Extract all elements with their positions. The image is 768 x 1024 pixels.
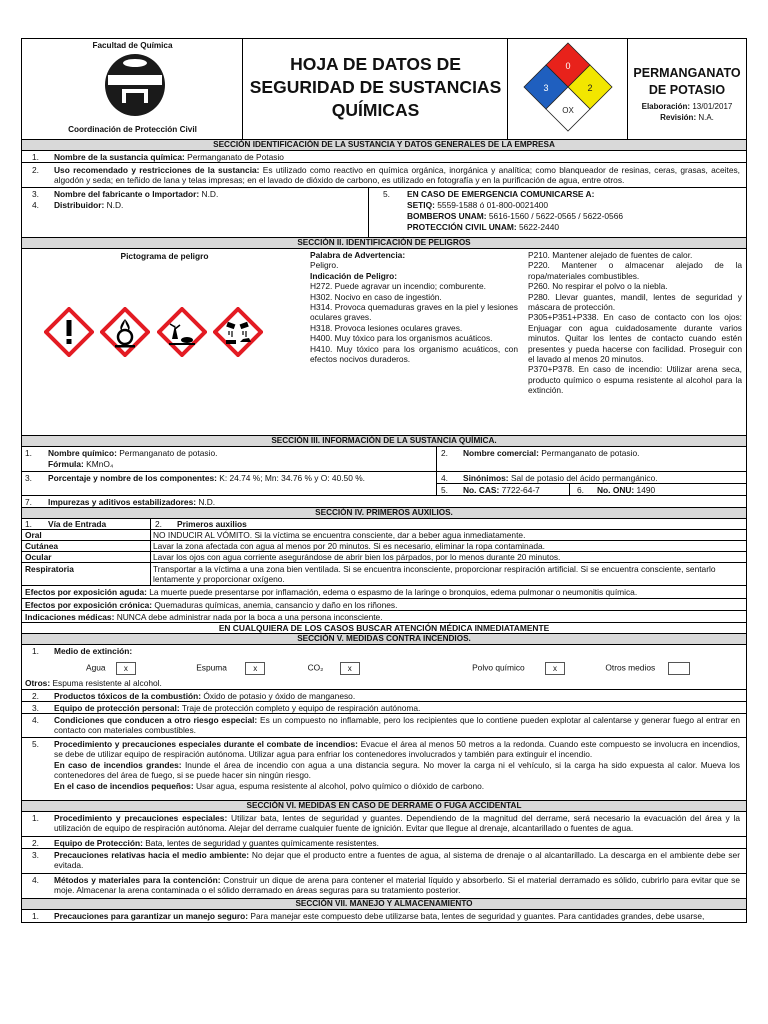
section-5-title: SECCIÓN V. MEDIDAS CONTRA INCENDIOS. bbox=[22, 634, 746, 645]
field-label: Efectos por exposición crónica: bbox=[25, 600, 153, 610]
row-number: 7. bbox=[25, 497, 32, 507]
exclamation-icon bbox=[44, 307, 94, 357]
signal-word: Peligro. bbox=[310, 260, 339, 271]
field-label: Productos tóxicos de la combustión: bbox=[54, 691, 202, 701]
document-title: HOJA DE DATOS DE SEGURIDAD DE SUSTANCIAS QUÍMICAS bbox=[249, 54, 502, 120]
oxidizer-flame-icon bbox=[100, 307, 150, 357]
precautionary-statement: P305+P351+P338. En caso de contacto con los ojos: Enjuagar con agua cuidadosamente durante varios minutos. Quitar los lentes de contacto cuando estén presentes y pueda hacerse con facilidad. Proseguir con el lavado al menos 20 minutos. bbox=[528, 312, 742, 365]
s1-row-1 bbox=[22, 151, 746, 163]
environment-hazard-icon bbox=[157, 307, 207, 357]
route-name: Respiratoria bbox=[25, 564, 74, 574]
environmental-precautions: No dejar que el producto entre a fuentes de agua, al sistema de drenaje o al alcantarillado. La descarga en el ambiente debe ser evitada. bbox=[54, 850, 740, 871]
row-number: 4. bbox=[32, 715, 39, 725]
aid-text: Transportar a la víctima a una zona bien ventilada. Si se encuentra inconsciente, proporcionar respiración artificial. Si se encuentra consciente, sentarlo lentamente y proporcionar oxígeno. bbox=[153, 564, 716, 585]
elaboracion-label: Elaboración: bbox=[641, 102, 691, 111]
field-label: Condiciones que conducen a otro riesgo especial: bbox=[54, 715, 258, 725]
field-label: Porcentaje y nombre de los componentes: bbox=[48, 473, 217, 483]
large-fires: Inunde el área de incendio con agua a una distancia segura. No mover la carga ni el vehículo, si la carga ha sido expuesta al calor. Mueva los contenedores del área de fuego, si se puede hacer sin ningún riesgo. bbox=[54, 759, 740, 781]
medical-notes-row bbox=[22, 611, 746, 623]
chronic-effects: Quemaduras químicas, anemia, cansancio y daño en los riñones. bbox=[154, 600, 398, 610]
medical-notes: NUNCA debe administrar nada por la boca a una persona inconsciente. bbox=[116, 612, 383, 622]
elaboracion-date: 13/01/2017 bbox=[692, 102, 733, 111]
section-1-title: SECCIÓN IDENTIFICACIÓN DE LA SUSTANCIA Y DATOS GENERALES DE LA EMPRESA bbox=[22, 140, 746, 151]
row-number: 3. bbox=[25, 473, 32, 483]
trade-name: Permanganato de potasio. bbox=[541, 448, 640, 458]
route-name: Cutánea bbox=[25, 541, 59, 551]
row-number: 4. bbox=[32, 875, 39, 885]
aid-text: NO INDUCIR AL VÓMITO. Si la víctima se encuentra consciente, dar a beber agua inmediatamente. bbox=[153, 530, 526, 540]
aid-header-cell bbox=[151, 519, 746, 529]
s1-row-3 bbox=[22, 188, 746, 238]
chemical-name: Permanganato de potasio. bbox=[119, 448, 218, 458]
spill-ppe: Bata, lentes de seguridad y guantes químicamente resistentes. bbox=[145, 838, 379, 848]
row-number: 2. bbox=[155, 519, 162, 529]
synonyms: Sal de potasio del ácido permangánico. bbox=[510, 473, 658, 483]
manufacturer: N.D. bbox=[201, 189, 219, 199]
section-2-title: SECCIÓN II. IDENTIFICACIÓN DE PELIGROS bbox=[22, 238, 746, 249]
product-block bbox=[628, 39, 746, 139]
coordination-name: Coordinación de Protección Civil bbox=[68, 125, 197, 134]
components: K: 24.74 %; Mn: 34.76 % y O: 40.50 %. bbox=[219, 473, 365, 483]
s5-row-2 bbox=[22, 690, 746, 702]
distributor: N.D. bbox=[106, 200, 124, 210]
field-label: Nombre comercial: bbox=[463, 448, 539, 458]
field-label: Métodos y materiales para la contención: bbox=[54, 875, 221, 885]
route-header-cell bbox=[22, 519, 151, 529]
s6-row-4 bbox=[22, 874, 746, 899]
hazard-statement: H400. Muy tóxico para los organismos acuáticos. bbox=[310, 333, 493, 344]
emergency-label: EN CASO DE EMERGENCIA COMUNICARSE A: bbox=[407, 189, 595, 199]
precautionary-statement: P370+P378. En caso de incendio: Utilizar arena seca, producto químico o espuma resistente al alcohol para la extinción. bbox=[528, 364, 742, 396]
signal-word-label: Palabra de Advertencia: bbox=[310, 250, 406, 260]
field-label: Otros: bbox=[25, 678, 51, 688]
corrosion-icon bbox=[213, 307, 263, 357]
row-number: 5. bbox=[32, 739, 39, 749]
spill-procedure: Utilizar bata, lentes de seguridad y guantes. Dependiendo de la magnitud del derrame, será necesario la evacuación del área y la utilización de equipo de respiración autónoma. Alejar del derrame cualquier fuente de ignición. Evitar que llegue al drenaje, alcantarillado o fuentes de agua. bbox=[54, 813, 741, 834]
setiq-phone: 5559-1588 ó 01-800-0021400 bbox=[437, 200, 549, 210]
row-number: 1. bbox=[25, 448, 32, 458]
field-label: SETIQ: bbox=[407, 200, 435, 210]
row-number: 1. bbox=[25, 519, 32, 529]
field-label: Equipo de Protección: bbox=[54, 838, 143, 848]
aid-text: Lavar los ojos con agua corriente asegurándose de abrir bien los párpados, por lo menos durante 20 minutos. bbox=[153, 552, 561, 562]
acute-effects-row bbox=[22, 586, 746, 599]
firefighters-phone: 5616-1560 / 5622-0565 / 5622-0566 bbox=[488, 211, 624, 221]
route-name: Ocular bbox=[25, 552, 52, 562]
row-number: 3. bbox=[32, 703, 39, 713]
ppe: Traje de protección completo y equipo de respiración autónoma. bbox=[181, 703, 421, 713]
field-label: Uso recomendado y restricciones de la sustancia: bbox=[54, 165, 260, 175]
cas-number: 7722-64-7 bbox=[501, 485, 540, 495]
nfpa-health: 3 bbox=[543, 83, 549, 93]
row-number: 5. bbox=[441, 485, 448, 495]
section-3-title: SECCIÓN III. INFORMACIÓN DE LA SUSTANCIA QUÍMICA. bbox=[22, 436, 746, 447]
field-label: Nombre químico: bbox=[48, 448, 117, 458]
impurities: N.D. bbox=[198, 497, 216, 507]
media-label: CO₂ bbox=[307, 662, 324, 673]
first-aid-row bbox=[22, 530, 746, 541]
revision-label: Revisión: bbox=[660, 113, 697, 122]
sheet-header bbox=[22, 39, 746, 140]
small-fires: Usar agua, espuma resistente al alcohol, polvo químico o dióxido de carbono. bbox=[195, 780, 485, 791]
document-meta bbox=[628, 101, 746, 123]
field-label: PROTECCIÓN CIVIL UNAM: bbox=[407, 222, 517, 232]
hazard-statement: H302. Nocivo en caso de ingestión. bbox=[310, 291, 442, 302]
row-number: 6. bbox=[577, 485, 584, 495]
co2-checkbox[interactable]: x bbox=[340, 662, 360, 675]
row-number: 2. bbox=[32, 838, 39, 848]
nfpa-fire: 0 bbox=[565, 61, 571, 71]
precautionary-statement: P260. No respirar el polvo o la niebla. bbox=[528, 281, 668, 292]
field-label: Indicaciones médicas: bbox=[25, 612, 115, 622]
hazard-statements-cell bbox=[307, 249, 524, 435]
containment-methods: Construir un dique de arena para contener el material líquido y absorberlo. Si el material derramado es sólido, cubrirlo para evitar que se moje. Almacenar la arena contaminada o el sólido derramado en áreas seguras para su tratamiento posterior. bbox=[54, 875, 741, 896]
aid-header: Primeros auxilios bbox=[177, 519, 247, 529]
row-number: 5. bbox=[383, 189, 390, 199]
safe-handling: Para manejar este compuesto debe utilizarse bata, lentes de seguridad y guantes. Para cantidades grandes, debe usarse, bbox=[250, 911, 705, 921]
recommended-use: Es utilizado como reactivo en química orgánica, inorgánica y analítica; como blanqueador de resinas, ceras, grasas, aceites, algodón y seda; en teñido de lana y telas impresas; en el lavado de dióxido de carbono, es utilizado en fotografía y en la purificación de agua, entre otros. bbox=[54, 165, 740, 186]
chronic-effects-row bbox=[22, 599, 746, 611]
s3-row-3 bbox=[22, 496, 746, 508]
precautionary-statements-cell bbox=[524, 249, 746, 435]
field-label: Procedimiento y precauciones especiales durante el combate de incendios: bbox=[54, 739, 358, 749]
combustion-products: Óxido de potasio y óxido de manganeso. bbox=[203, 691, 356, 701]
s2-hazards bbox=[22, 249, 746, 436]
revision-value: N.A. bbox=[698, 113, 714, 122]
pictogram-cell bbox=[22, 249, 307, 435]
row-number: 3. bbox=[32, 189, 39, 199]
row-number: 1. bbox=[32, 152, 39, 162]
nfpa-diamond-icon bbox=[522, 41, 614, 133]
aid-text: Lavar la zona afectada con agua al menos por 20 minutos. Si es necesario, eliminar la ropa contaminada. bbox=[153, 541, 545, 551]
first-aid-row bbox=[22, 563, 746, 586]
field-label: Precauciones relativas hacia el medio ambiente: bbox=[54, 850, 250, 860]
precautionary-statement: P280. Llevar guantes, mandil, lentes de seguridad y máscara de protección. bbox=[528, 291, 742, 313]
field-label: No. ONU: bbox=[597, 485, 635, 495]
trade-name-cell bbox=[437, 447, 746, 471]
pictogram-label: Pictograma de peligro bbox=[120, 251, 209, 261]
field-label: En caso de incendios grandes: bbox=[54, 759, 182, 770]
s1-row-2 bbox=[22, 163, 746, 188]
row-number: 2. bbox=[32, 691, 39, 701]
row-number: 1. bbox=[32, 911, 39, 921]
row-number: 3. bbox=[32, 850, 39, 860]
precautionary-statement: P210. Mantener alejado de fuentes de calor. bbox=[528, 250, 693, 260]
substance-name: Permanganato de Potasio bbox=[187, 152, 284, 162]
faculty-logo-icon bbox=[104, 53, 166, 117]
title-block bbox=[243, 39, 508, 139]
media-label: Espuma bbox=[196, 662, 227, 673]
hazard-indication-label: Indicación de Peligro: bbox=[310, 270, 398, 281]
field-label: No. CAS: bbox=[463, 485, 500, 495]
field-label: Sinónimos: bbox=[463, 473, 509, 483]
hazard-statement: H272. Puede agravar un incendio; comburente. bbox=[310, 281, 486, 292]
route-header: Vía de Entrada bbox=[48, 519, 107, 529]
field-label: Medio de extinción: bbox=[54, 646, 133, 656]
field-label: Equipo de protección personal: bbox=[54, 703, 180, 713]
nfpa-special: OX bbox=[562, 106, 574, 115]
s6-row-2 bbox=[22, 837, 746, 849]
row-number: 4. bbox=[441, 473, 448, 483]
faculty-name: Facultad de Química bbox=[92, 41, 173, 50]
other-media-checkbox[interactable] bbox=[668, 662, 690, 675]
extinction-media-row bbox=[22, 645, 746, 690]
media-label: Otros medios bbox=[605, 662, 656, 673]
s6-row-1 bbox=[22, 812, 746, 837]
firefighting-procedure: Evacue el área al menos 50 metros a la redonda. Cuando este compuesto se involucra en incendios, se debe de utilizar equipo de respiración autónoma. Utilizar agua para enfriar los contenedores involucrados y también para extinguir el incendio. bbox=[54, 739, 740, 760]
route-name: Oral bbox=[25, 530, 42, 540]
emergency-cell bbox=[369, 188, 746, 237]
row-number: 2. bbox=[441, 448, 448, 458]
manufacturer-cell bbox=[22, 188, 369, 237]
s5-row-5 bbox=[22, 738, 746, 801]
civil-protection-phone: 5622-2440 bbox=[518, 222, 560, 232]
field-label: Impurezas y aditivos estabilizadores: bbox=[48, 497, 197, 507]
nfpa-reactivity: 2 bbox=[587, 83, 593, 93]
synonyms-cell bbox=[437, 472, 746, 495]
field-label: BOMBEROS UNAM: bbox=[407, 211, 487, 221]
other-media: Espuma resistente al alcohol. bbox=[52, 678, 162, 688]
field-label: Fórmula: bbox=[48, 459, 84, 469]
media-label: Polvo químico bbox=[472, 662, 525, 673]
field-label: En el caso de incendios pequeños: bbox=[54, 780, 194, 791]
hazard-statement: H314. Provoca quemaduras graves en la piel y lesiones oculares graves. bbox=[310, 302, 518, 323]
hazard-statement: H410. Muy tóxico para los organismo acuáticos, con efectos nocivos duraderos. bbox=[310, 343, 518, 365]
s4-table-header bbox=[22, 519, 746, 530]
section-6-title: SECCIÓN VI. MEDIDAS EN CASO DE DERRAME O FUGA ACCIDENTAL bbox=[22, 801, 746, 812]
field-label: Procedimiento y precauciones especiales: bbox=[54, 813, 228, 823]
hazard-statement: H318. Provoca lesiones oculares graves. bbox=[310, 322, 463, 333]
formula: KMnO₄ bbox=[86, 459, 114, 469]
s7-row-1 bbox=[22, 910, 746, 922]
s5-row-4 bbox=[22, 714, 746, 738]
components-cell bbox=[22, 472, 437, 495]
row-number: 1. bbox=[32, 813, 39, 823]
first-aid-row bbox=[22, 541, 746, 552]
field-label: Precauciones para garantizar un manejo seguro: bbox=[54, 911, 249, 921]
field-label: Efectos por exposición aguda: bbox=[25, 587, 147, 597]
field-label: Distribuidor: bbox=[54, 200, 105, 210]
media-label: Agua bbox=[86, 662, 106, 673]
foam-checkbox[interactable]: x bbox=[245, 662, 265, 675]
medical-attention-banner: EN CUALQUIERA DE LOS CASOS BUSCAR ATENCIÓN MÉDICA INMEDIATAMENTE bbox=[22, 623, 746, 634]
row-number: 1. bbox=[32, 646, 39, 656]
section-7-title: SECCIÓN VII. MANEJO Y ALMACENAMIENTO bbox=[22, 899, 746, 910]
row-number: 4. bbox=[32, 200, 39, 210]
un-number: 1490 bbox=[636, 485, 656, 495]
media-options bbox=[86, 662, 690, 675]
row-number: 2. bbox=[32, 165, 39, 175]
safety-data-sheet bbox=[21, 38, 747, 923]
precautionary-statement: P220. Mantener o almacenar alejado de la ropa/materiales combustibles. bbox=[528, 260, 742, 281]
section-4-title: SECCIÓN IV. PRIMEROS AUXILIOS. bbox=[22, 508, 746, 519]
s6-row-3 bbox=[22, 849, 746, 874]
pictogram-row bbox=[44, 307, 263, 359]
nfpa-block bbox=[508, 39, 628, 139]
first-aid-row bbox=[22, 552, 746, 563]
field-label: Nombre del fabricante o Importador: bbox=[54, 189, 200, 199]
s3-row-2 bbox=[22, 472, 746, 496]
institution-block bbox=[22, 39, 243, 139]
s3-row-1 bbox=[22, 447, 746, 472]
dry-chemical-checkbox[interactable]: x bbox=[545, 662, 565, 675]
field-label: Nombre de la sustancia química: bbox=[54, 152, 185, 162]
special-risk: Es un compuesto no inflamable, pero los recipientes que lo contiene pueden explotar al calentarse y generar fuego al entrar en contacto con materiales combustibles. bbox=[54, 715, 741, 736]
chem-name-cell bbox=[22, 447, 437, 471]
acute-effects: La muerte puede presentarse por inflamación, edema o espasmo de la laringe o bronquios, edema pulmonar o neumonitis química. bbox=[149, 587, 638, 597]
product-name: PERMANGANATO DE POTASIO bbox=[633, 66, 741, 97]
s5-row-3 bbox=[22, 702, 746, 714]
water-checkbox[interactable]: x bbox=[116, 662, 136, 675]
